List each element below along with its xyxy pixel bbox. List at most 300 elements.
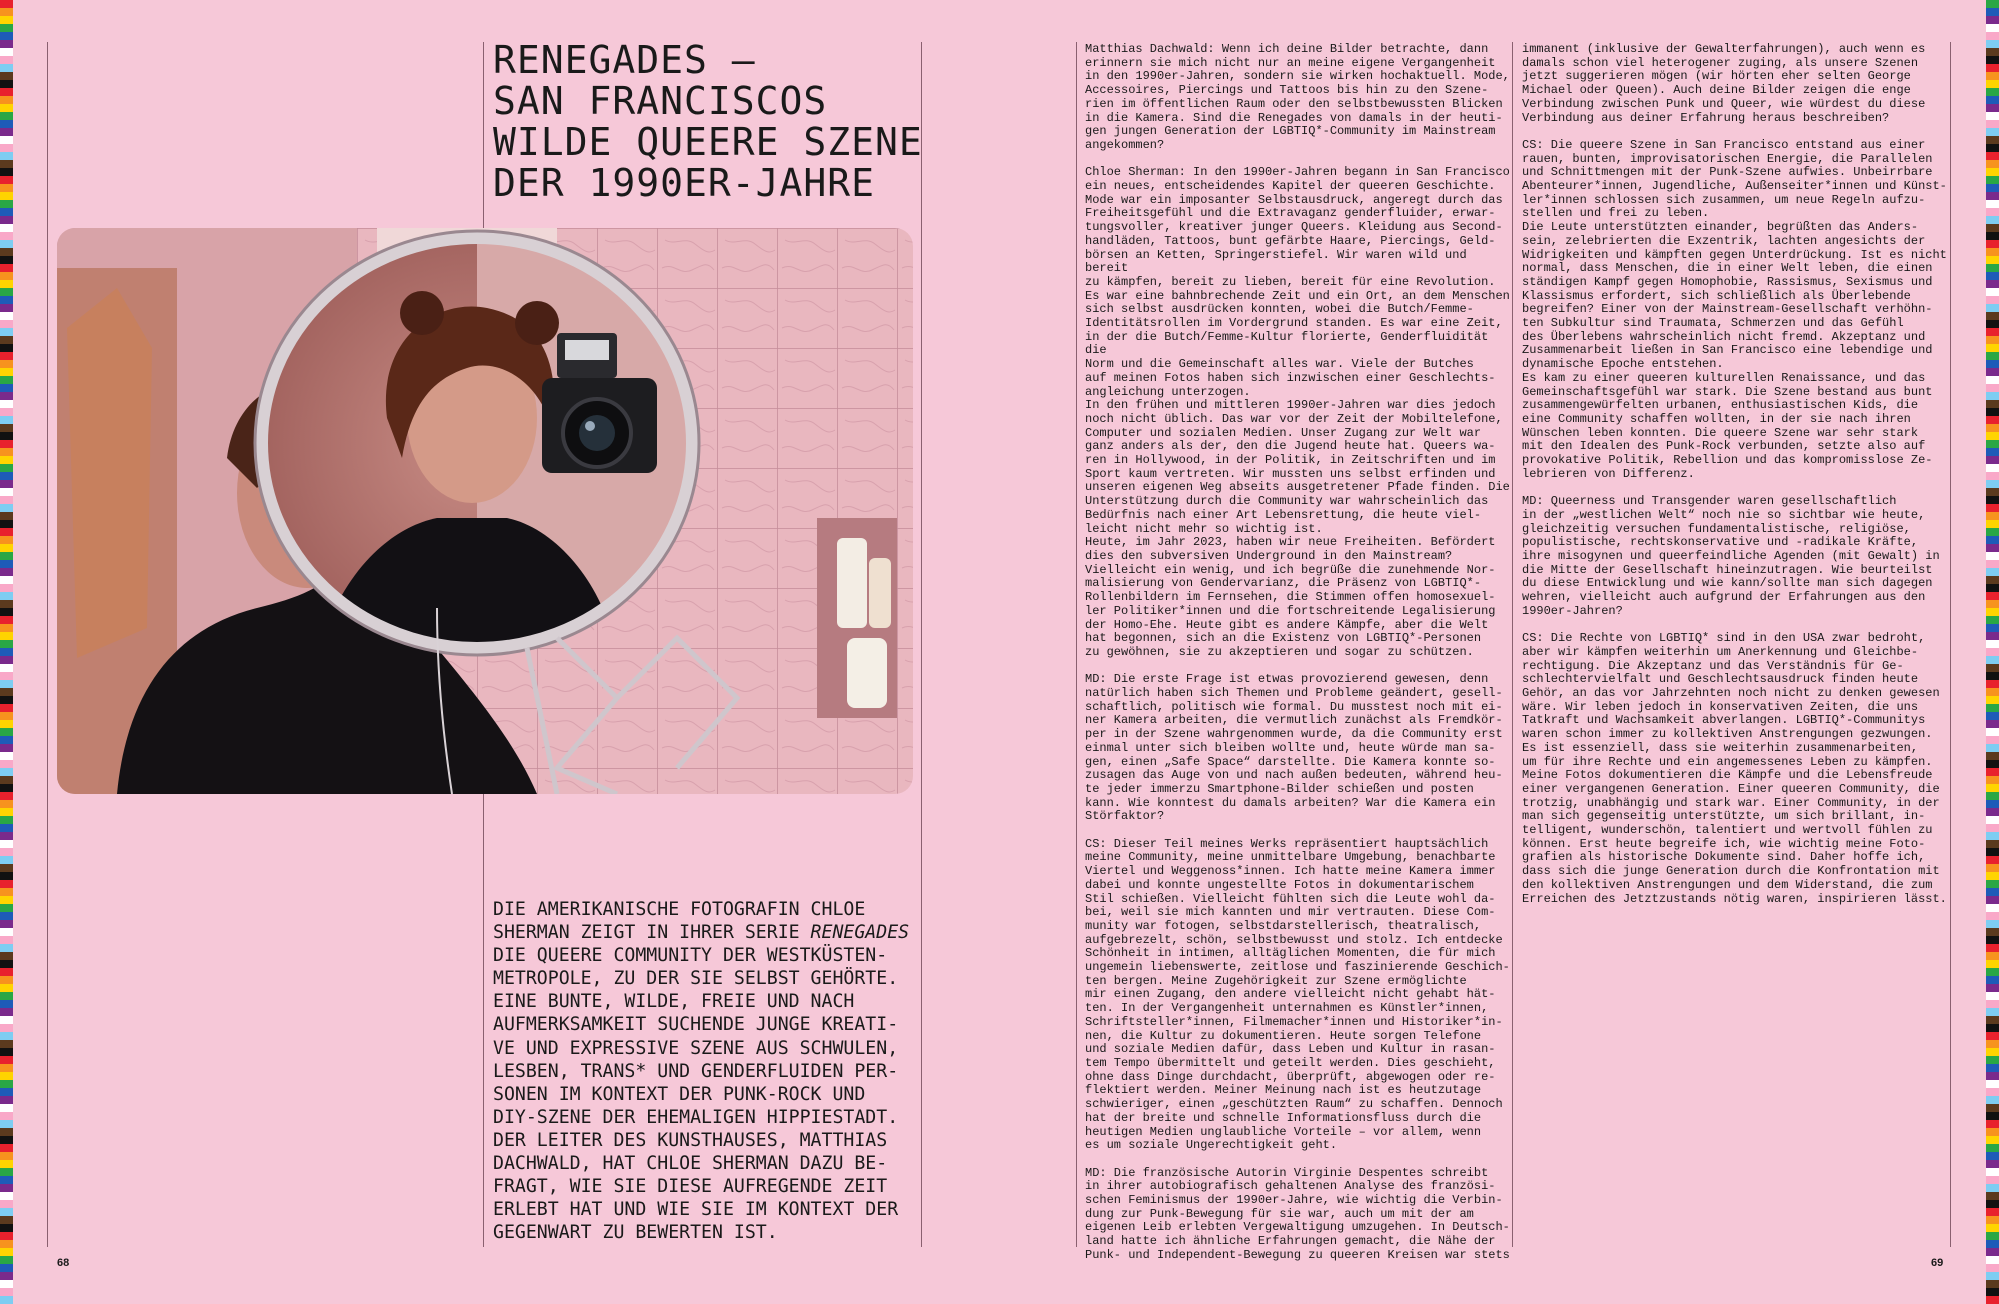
stripe-segment [1986, 960, 1999, 968]
stripe-segment [1986, 96, 1999, 104]
stripe-segment [0, 1256, 13, 1264]
stripe-segment [1986, 584, 1999, 592]
stripe-segment [1986, 512, 1999, 520]
pride-stripe-edge-right [1986, 0, 1999, 1304]
stripe-segment [1986, 1248, 1999, 1256]
stripe-segment [1986, 1064, 1999, 1072]
stripe-segment [1986, 448, 1999, 456]
stripe-segment [1986, 264, 1999, 272]
paragraph: Chloe Sherman: In den 1990er-Jahren begann in San Francisco ein neues, entscheidendes Kapitel der queeren Geschichte. Mode war ein imposanter Selbstausdruck, angeregt durch das Freiheitsgefühl und die Extravaganz genderfluider, erwar- tungsvoller, kreativer junger Queers. Kleidung aus Second- handläden, Tattoos, bunt gefärbte Haare, Piercings, Geld- börsen an Ketten, Springerstiefel. Wir waren wild und bereit zu kämpfen, bereit zu lieben, bereit für eine Revolution. Es war eine bahnbrechende Zeit und ein Ort, an dem Menschen sich selbst ausdrücken konnten, wobei die Butch/Femme- Identitätsrollen im Vordergrund standen. Es war eine Zeit, in der die Butch/Femme-Kultur florierte, Genderfluidität die Norm und die Gemeinschaft alles war. Viele der Butches auf meinen Fotos haben sich inzwischen einer Geschlechts- angleichung unterzogen. In den frühen und mittleren 1990er-Jahren war dies jedoch noch nicht üblich. Das war vor der Zeit der Mobiltelefone, Computer und sozialen Medien. Unser Zugang zur Welt war ganz anders als der, den die Jugend heute hat. Queers wa- ren in Hollywood, in der Politik, in Zeitschriften und im Sport kaum vertreten. Wir mussten uns selbst erfinden und unseren eigenen Weg abseits ausgetretener Pfade finden. Die Unterstützung durch die Community war wahrscheinlich das Bedürfnis nach einer Art Lebensrettung, die heute viel- leicht nicht mehr so wichtig ist. Heute, im Jahr 2023, haben wir neue Freiheiten. Befördert dies den subversiven Underground in den Mainstream? Vielleicht ein wenig, und ich begrüße die zunehmende Nor- malisierung von Gendervarianz, die Präsenz von LGBTIQ*- Rollenbildern im Fernsehen, die Stimmen offen homosexuel- ler Politiker*innen und die fortschreitende Legalisierung der Homo-Ehe. Heute gibt es andere Kämpfe, aber die Welt hat begonnen, sich an die Existenz von LGBTIQ*-Personen zu gewöhnen, sie zu akzeptieren und sogar zu schützen. [1085, 165, 1510, 659]
column-rule [1076, 42, 1077, 1247]
stripe-segment [0, 120, 13, 128]
stripe-segment [0, 864, 13, 872]
stripe-segment [1986, 64, 1999, 72]
stripe-segment [1986, 320, 1999, 328]
stripe-segment [1986, 792, 1999, 800]
stripe-segment [0, 1136, 13, 1144]
stripe-segment [0, 696, 13, 704]
stripe-segment [0, 1120, 13, 1128]
stripe-segment [1986, 832, 1999, 840]
stripe-segment [0, 280, 13, 288]
stripe-segment [1986, 1160, 1999, 1168]
stripe-segment [0, 144, 13, 152]
stripe-segment [1986, 440, 1999, 448]
series-title: RENEGADES [810, 922, 910, 944]
stripe-segment [1986, 912, 1999, 920]
stripe-segment [0, 544, 13, 552]
stripe-segment [0, 920, 13, 928]
stripe-segment [1986, 392, 1999, 400]
stripe-segment [1986, 0, 1999, 8]
stripe-segment [0, 488, 13, 496]
stripe-segment [1986, 56, 1999, 64]
stripe-segment [0, 1080, 13, 1088]
stripe-segment [1986, 120, 1999, 128]
stripe-segment [1986, 728, 1999, 736]
stripe-segment [0, 1224, 13, 1232]
stripe-segment [1986, 776, 1999, 784]
column-rule [1950, 42, 1951, 1247]
stripe-segment [1986, 1200, 1999, 1208]
stripe-segment [1986, 648, 1999, 656]
stripe-segment [1986, 736, 1999, 744]
stripe-segment [1986, 864, 1999, 872]
stripe-segment [1986, 1000, 1999, 1008]
stripe-segment [1986, 272, 1999, 280]
stripe-segment [0, 136, 13, 144]
stripe-segment [1986, 968, 1999, 976]
stripe-segment [1986, 240, 1999, 248]
stripe-segment [1986, 80, 1999, 88]
stripe-segment [1986, 936, 1999, 944]
stripe-segment [0, 760, 13, 768]
stripe-segment [1986, 1080, 1999, 1088]
stripe-segment [0, 1216, 13, 1224]
stripe-segment [1986, 1288, 1999, 1296]
stripe-segment [1986, 256, 1999, 264]
stripe-segment [0, 16, 13, 24]
stripe-segment [0, 1144, 13, 1152]
stripe-segment [0, 1000, 13, 1008]
stripe-segment [1986, 8, 1999, 16]
stripe-segment [0, 672, 13, 680]
stripe-segment [0, 1296, 13, 1304]
stripe-segment [1986, 680, 1999, 688]
stripe-segment [0, 752, 13, 760]
stripe-segment [1986, 352, 1999, 360]
stripe-segment [1986, 184, 1999, 192]
stripe-segment [0, 1096, 13, 1104]
stripe-segment [1986, 1048, 1999, 1056]
stripe-segment [0, 704, 13, 712]
stripe-segment [1986, 840, 1999, 848]
stripe-segment [1986, 688, 1999, 696]
stripe-segment [1986, 616, 1999, 624]
stripe-segment [1986, 768, 1999, 776]
stripe-segment [0, 448, 13, 456]
stripe-segment [1986, 640, 1999, 648]
stripe-segment [0, 1160, 13, 1168]
stripe-segment [0, 1192, 13, 1200]
stripe-segment [1986, 1168, 1999, 1176]
article-lead [493, 898, 921, 1244]
stripe-segment [1986, 720, 1999, 728]
stripe-segment [1986, 408, 1999, 416]
stripe-segment [1986, 1208, 1999, 1216]
stripe-segment [1986, 904, 1999, 912]
paragraph: immanent (inklusive der Gewalterfahrungen), auch wenn es damals schon viel heterogener zuging, als unsere Szenen jetzt suggerieren mögen (wir hörten eher selten George Michael oder Queen). Auch deine Bilder zeigen die enge Verbindung zwischen Punk und Queer, wie würdest du diese Verbindung aus deiner Erfahrung heraus beschreiben? [1522, 42, 1926, 125]
stripe-segment [0, 376, 13, 384]
stripe-segment [1986, 304, 1999, 312]
stripe-segment [0, 808, 13, 816]
stripe-segment [0, 792, 13, 800]
lead-text: DIE QUEERE COMMUNITY DER WESTKÜSTEN- METROPOLE, ZU DER SIE SELBST GEHÖRTE. EINE BUNTE, WILDE, FREIE UND NACH AUFMERKSAMKEIT SUCHENDE JUNGE KREATI- VE UND EXPRESSIVE SZENE AUS SCHWULEN, LESBEN, TRANS* UND GENDERFLUIDEN PER- SONEN IM KONTEXT DER PUNK-ROCK UND DIY-SZENE DER EHEMALIGEN HIPPIESTADT. DER LEITER DES KUNSTHAUSES, MATTHIAS DACHWALD, HAT CHLOE SHERMAN DAZU BE- FRAGT, WIE SIE DIESE AUFREGENDE ZEIT ERLEBT HAT UND WIE SIE IM KONTEXT DER GEGENWART ZU BEWERTEN IST. [493, 945, 899, 1244]
stripe-segment [0, 1248, 13, 1256]
body-column-2 [1522, 43, 1950, 920]
stripe-segment [1986, 744, 1999, 752]
stripe-segment [1986, 40, 1999, 48]
stripe-segment [1986, 528, 1999, 536]
stripe-segment [1986, 984, 1999, 992]
stripe-segment [0, 216, 13, 224]
stripe-segment [1986, 552, 1999, 560]
stripe-segment [0, 1272, 13, 1280]
stripe-segment [1986, 600, 1999, 608]
stripe-segment [1986, 752, 1999, 760]
stripe-segment [0, 1288, 13, 1296]
stripe-segment [1986, 1040, 1999, 1048]
stripe-segment [0, 176, 13, 184]
stripe-segment [0, 952, 13, 960]
stripe-segment [0, 304, 13, 312]
stripe-segment [0, 936, 13, 944]
stripe-segment [0, 1072, 13, 1080]
stripe-segment [0, 1104, 13, 1112]
stripe-segment [1986, 208, 1999, 216]
stripe-segment [0, 616, 13, 624]
stripe-segment [1986, 1024, 1999, 1032]
stripe-segment [1986, 872, 1999, 880]
stripe-segment [0, 520, 13, 528]
stripe-segment [0, 1152, 13, 1160]
stripe-segment [1986, 992, 1999, 1000]
stripe-segment [0, 0, 13, 8]
stripe-segment [1986, 848, 1999, 856]
stripe-segment [1986, 424, 1999, 432]
stripe-segment [1986, 344, 1999, 352]
stripe-segment [1986, 576, 1999, 584]
stripe-segment [0, 408, 13, 416]
stripe-segment [0, 256, 13, 264]
stripe-segment [0, 40, 13, 48]
stripe-segment [1986, 1120, 1999, 1128]
stripe-segment [1986, 784, 1999, 792]
stripe-segment [1986, 280, 1999, 288]
stripe-segment [1986, 1056, 1999, 1064]
stripe-segment [0, 384, 13, 392]
stripe-segment [0, 640, 13, 648]
stripe-segment [1986, 816, 1999, 824]
stripe-segment [1986, 712, 1999, 720]
stripe-segment [0, 1032, 13, 1040]
stripe-segment [1986, 1224, 1999, 1232]
stripe-segment [1986, 72, 1999, 80]
stripe-segment [0, 328, 13, 336]
stripe-segment [1986, 664, 1999, 672]
stripe-segment [1986, 1240, 1999, 1248]
stripe-segment [0, 592, 13, 600]
stripe-segment [0, 272, 13, 280]
stripe-segment [1986, 336, 1999, 344]
stripe-segment [0, 656, 13, 664]
stripe-segment [1986, 944, 1999, 952]
stripe-segment [0, 1232, 13, 1240]
stripe-segment [0, 1112, 13, 1120]
stripe-segment [1986, 384, 1999, 392]
stripe-segment [1986, 1192, 1999, 1200]
stripe-segment [0, 528, 13, 536]
stripe-segment [0, 288, 13, 296]
paragraph: CS: Die queere Szene in San Francisco entstand aus einer rauen, bunten, improvisatorischen Energie, die Parallelen und Schnittmengen mit der Punk-Szene aufwies. Unbeirrbare Abenteurer*innen, Jugendliche, Außenseiter*innen und Künst- ler*innen schlossen sich zusammen, um neue Regeln aufzu- stellen und frei zu leben. Die Leute unterstützten einander, begrüßten das Anders- sein, zelebrierten die Exzentrik, lachten angesichts der Widrigkeiten und kämpften gegen Unterdrückung. Ist es nicht normal, dass Menschen, die in einer Welt leben, die einen ständigen Kampf gegen Homophobie, Rassismus, Sexismus und Klassismus erfordert, sich schließlich als Überlebende begreifen? Einer von der Mainstream-Gesellschaft verhöhn- ten Subkultur sind Traumata, Schmerzen und das Gefühl des Überlebens wahrscheinlich nicht fremd. Akzeptanz und Zusammenarbeit ließen in San Francisco eine lebendige und dynamische Epoche entstehen. Es kam zu einer queeren kulturellen Renaissance, und das Gemeinschaftsgefühl war stark. Die Szene bestand aus bunt zusammengewürfelten urbanen, enthusiastischen Kids, die eine Community schaffen wollten, in der sie nach ihren Wünschen leben konnten. Die queere Szene war sehr stark mit den Idealen des Punk-Rock verbunden, setzte also auf provokative Politik, Rebellion und das kompromisslose Ze- lebrieren von Differenz. [1522, 137, 1947, 481]
stripe-segment [1986, 368, 1999, 376]
stripe-segment [1986, 856, 1999, 864]
stripe-segment [1986, 824, 1999, 832]
stripe-segment [1986, 192, 1999, 200]
stripe-segment [0, 576, 13, 584]
stripe-segment [0, 400, 13, 408]
stripe-segment [0, 1040, 13, 1048]
stripe-segment [1986, 568, 1999, 576]
stripe-segment [0, 200, 13, 208]
stripe-segment [1986, 32, 1999, 40]
stripe-segment [0, 1064, 13, 1072]
stripe-segment [1986, 1184, 1999, 1192]
article-title: RENEGADES – SAN FRANCISCOS WILDE QUEERE SZENE DER 1990ER-JAHRE [493, 38, 923, 205]
stripe-segment [0, 888, 13, 896]
stripe-segment [0, 848, 13, 856]
stripe-segment [0, 88, 13, 96]
stripe-segment [0, 560, 13, 568]
stripe-segment [0, 584, 13, 592]
stripe-segment [1986, 920, 1999, 928]
stripe-segment [1986, 288, 1999, 296]
stripe-segment [0, 480, 13, 488]
stripe-segment [1986, 176, 1999, 184]
stripe-segment [1986, 1280, 1999, 1288]
stripe-segment [0, 464, 13, 472]
stripe-segment [1986, 896, 1999, 904]
stripe-segment [1986, 168, 1999, 176]
stripe-segment [0, 112, 13, 120]
stripe-segment [1986, 1016, 1999, 1024]
paragraph: MD: Queerness und Transgender waren gesellschaftlich in der „westlichen Welt“ noch nie so sichtbar wie heute, gleichzeitig versuchen fundamentalistische, religiöse, populistische, rechtskonservative und -radikale Kräfte, ihre misogynen und queerfeindliche Agenden (mit Gewalt) in die Mitte der Gesellschaft hineinzutragen. Wie beurteilst du diese Entwicklung und wie kann/sollte man sich dagegen wehren, vielleicht auch aufgrund der Erfahrungen aus den 1990er-Jahren? [1522, 494, 1940, 618]
body-column-1 [1085, 43, 1513, 1263]
stripe-segment [0, 968, 13, 976]
stripe-segment [0, 1024, 13, 1032]
stripe-segment [0, 96, 13, 104]
stripe-segment [1986, 296, 1999, 304]
stripe-segment [1986, 1088, 1999, 1096]
stripe-segment [0, 168, 13, 176]
stripe-segment [1986, 976, 1999, 984]
stripe-segment [0, 296, 13, 304]
stripe-segment [0, 1016, 13, 1024]
stripe-segment [1986, 760, 1999, 768]
stripe-segment [0, 856, 13, 864]
stripe-segment [1986, 496, 1999, 504]
stripe-segment [0, 416, 13, 424]
stripe-segment [1986, 928, 1999, 936]
paragraph: CS: Die Rechte von LGBTIQ* sind in den USA zwar bedroht, aber wir kämpfen weiterhin um Anerkennung und Gleichbe- rechtigung. Die Akzeptanz und das Verständnis für Ge- schlechtervielfalt und Geschlechtsausdruck finden heute Gehör, an das vor Jahrzehnten noch nicht zu denken gewesen wäre. Wir leben jedoch in konservativen Zeiten, die uns Tatkraft und Wachsamkeit abverlangen. LGBTIQ*-Communitys waren schon immer zu kollektiven Anstrengungen gezwungen. Es ist essenziell, dass sie weiterhin zusammenarbeiten, um für ihre Rechte und ein angemessenes Leben zu kämpfen. Meine Fotos dokumentieren die Kämpfe und die Lebensfreude einer vergangenen Generation. Einer queeren Community, die trotzig, unabhängig und stark war. Einer Community, in der man sich gegenseitig unterstützte, um sich brillant, in- telligent, wunderschön, talentiert und wertvoll fühlen zu können. Erst heute begreife ich, wie wichtig meine Foto- grafien als historische Dokumente sind. Daher hoffe ich, dass sich die junge Generation durch die Konfrontation mit den kollektiven Anstrengungen und dem Widerstand, die zum Erreichen des Jetztzustands nötig waren, inspirieren lässt. [1522, 631, 1947, 906]
stripe-segment [0, 976, 13, 984]
stripe-segment [0, 352, 13, 360]
stripe-segment [0, 1200, 13, 1208]
stripe-segment [1986, 160, 1999, 168]
stripe-segment [1986, 1096, 1999, 1104]
stripe-segment [0, 816, 13, 824]
stripe-segment [0, 32, 13, 40]
stripe-segment [1986, 1216, 1999, 1224]
stripe-segment [1986, 360, 1999, 368]
stripe-segment [1986, 48, 1999, 56]
stripe-segment [0, 784, 13, 792]
stripe-segment [0, 248, 13, 256]
stripe-segment [0, 872, 13, 880]
stripe-segment [0, 72, 13, 80]
stripe-segment [1986, 1152, 1999, 1160]
stripe-segment [1986, 16, 1999, 24]
stripe-segment [0, 432, 13, 440]
stripe-segment [0, 832, 13, 840]
stripe-segment [0, 392, 13, 400]
stripe-segment [1986, 1264, 1999, 1272]
stripe-segment [0, 912, 13, 920]
stripe-segment [0, 928, 13, 936]
stripe-segment [0, 456, 13, 464]
stripe-segment [1986, 1072, 1999, 1080]
paragraph: MD: Die erste Frage ist etwas provozierend gewesen, denn natürlich haben sich Themen und Probleme geändert, gesell- schaftlich, politisch wie formal. Du musstest noch mit ei- ner Kamera arbeiten, die vermutlich zunächst als Fremdkör- per in der Szene wahrgenommen wurde, da die Community erst einmal unter sich bleiben wollte und, heute würde man sa- gen, einen „Safe Space“ darstellte. Die Kamera konnte so- zusagen das Auge von und nach außen bedeuten, während heu- te jeder immerzu Smartphone-Bilder schießen und posten kann. Wie konntest du damals arbeiten? War die Kamera ein Störfaktor? [1085, 672, 1503, 824]
stripe-segment [1986, 128, 1999, 136]
stripe-segment [0, 840, 13, 848]
stripe-segment [1986, 608, 1999, 616]
stripe-segment [1986, 1256, 1999, 1264]
stripe-segment [0, 24, 13, 32]
stripe-segment [1986, 488, 1999, 496]
stripe-segment [1986, 1272, 1999, 1280]
stripe-segment [0, 1048, 13, 1056]
stripe-segment [1986, 376, 1999, 384]
stripe-segment [1986, 1232, 1999, 1240]
stripe-segment [1986, 704, 1999, 712]
stripe-segment [0, 552, 13, 560]
pride-stripe-edge-left [0, 0, 13, 1304]
stripe-segment [1986, 520, 1999, 528]
stripe-segment [0, 80, 13, 88]
stripe-segment [0, 1208, 13, 1216]
stripe-segment [0, 1176, 13, 1184]
stripe-segment [0, 128, 13, 136]
stripe-segment [0, 800, 13, 808]
stripe-segment [1986, 1032, 1999, 1040]
stripe-segment [1986, 696, 1999, 704]
stripe-segment [1986, 432, 1999, 440]
stripe-segment [0, 728, 13, 736]
stripe-segment [1986, 632, 1999, 640]
stripe-segment [1986, 216, 1999, 224]
stripe-segment [0, 56, 13, 64]
stripe-segment [0, 160, 13, 168]
page-number-right: 69 [1931, 1257, 1944, 1269]
stripe-segment [0, 904, 13, 912]
stripe-segment [1986, 1112, 1999, 1120]
stripe-segment [0, 664, 13, 672]
stripe-segment [1986, 88, 1999, 96]
stripe-segment [0, 360, 13, 368]
stripe-segment [0, 624, 13, 632]
stripe-segment [0, 440, 13, 448]
paragraph: CS: Dieser Teil meines Werks repräsentiert hauptsächlich meine Community, meine unmittelbare Umgebung, benachbarte Viertel und Weggenoss*innen. Ich hatte meine Kamera immer dabei und konnte ungestellte Fotos in dokumentarischem Stil schießen. Vielleicht fühlten sich die Leute wohl da- bei, weil sie mich kannten und mir vertrauten. Diese Com- munity war fotogen, selbstdarstellerisch, theatralisch, aufgebrezelt, schön, selbstbewusst und stolz. Ich entdecke Schönheit in intimen, alltäglichen Momenten, die für mich ungemein liebenswerte, zeitlose und faszinierende Geschich- ten bergen. Meine Zugehörigkeit zur Szene ermöglichte mir einen Zugang, den andere vielleicht nicht gehabt hät- ten. In der Vergangenheit unternahmen es Künstler*innen, Schriftsteller*innen, Filmemacher*innen und Historiker*in- nen, die Kultur zu dokumentieren. Heute sorgen Telefone und soziale Medien dafür, dass Leben und Kultur in rasan- tem Tempo übermittelt und geteilt werden. Dies geschieht, ohne dass Dinge durchdacht, überprüft, abgewogen oder re- flektiert werden. Meiner Meinung nach ist es heutzutage schwieriger, einen „geschützten Raum“ zu schaffen. Dennoch hat der breite und schnelle Informationsfluss durch die heutigen Medien unglaubliche Vorteile – vor allem, wenn es um soziale Ungerechtigkeit geht. [1085, 836, 1510, 1153]
stripe-segment [0, 984, 13, 992]
stripe-segment [0, 1264, 13, 1272]
stripe-segment [1986, 592, 1999, 600]
paragraph: MD: Die französische Autorin Virginie Despentes schreibt in ihrer autobiografisch gehaltenen Analyse des französi- schen Feminismus der 1990er-Jahre, wie wichtig die Verbin- dung zur Punk-Bewegung für sie war, auch um mit der am eigenen Leib erlebten Vergewaltigung umzugehen. In Deutsch- land hatte ich ähnliche Erfahrungen gemacht, die Nähe der Punk- und Independent-Bewegung zu queeren Kreisen war stets [1085, 1165, 1510, 1262]
stripe-segment [1986, 560, 1999, 568]
stripe-segment [1986, 504, 1999, 512]
stripe-segment [1986, 1128, 1999, 1136]
stripe-segment [1986, 416, 1999, 424]
stripe-segment [0, 224, 13, 232]
stripe-segment [0, 344, 13, 352]
stripe-segment [0, 264, 13, 272]
stripe-segment [1986, 656, 1999, 664]
stripe-segment [0, 880, 13, 888]
stripe-segment [1986, 248, 1999, 256]
stripe-segment [0, 1008, 13, 1016]
stripe-segment [0, 104, 13, 112]
page-number-left: 68 [57, 1257, 70, 1269]
stripe-segment [0, 648, 13, 656]
stripe-segment [0, 1088, 13, 1096]
stripe-segment [0, 720, 13, 728]
stripe-segment [1986, 400, 1999, 408]
stripe-segment [1986, 152, 1999, 160]
stripe-segment [0, 512, 13, 520]
stripe-segment [1986, 1176, 1999, 1184]
stripe-segment [1986, 1008, 1999, 1016]
stripe-segment [0, 536, 13, 544]
stripe-segment [0, 608, 13, 616]
stripe-segment [1986, 544, 1999, 552]
stripe-segment [0, 320, 13, 328]
stripe-segment [0, 776, 13, 784]
stripe-segment [0, 896, 13, 904]
mirror-selfie-photo [57, 228, 913, 794]
stripe-segment [0, 48, 13, 56]
stripe-segment [0, 504, 13, 512]
stripe-segment [1986, 328, 1999, 336]
stripe-segment [0, 1056, 13, 1064]
stripe-segment [0, 744, 13, 752]
stripe-segment [1986, 232, 1999, 240]
stripe-segment [1986, 24, 1999, 32]
stripe-segment [0, 1240, 13, 1248]
stripe-segment [0, 472, 13, 480]
stripe-segment [0, 496, 13, 504]
stripe-segment [0, 192, 13, 200]
stripe-segment [0, 64, 13, 72]
stripe-segment [1986, 104, 1999, 112]
stripe-segment [1986, 224, 1999, 232]
